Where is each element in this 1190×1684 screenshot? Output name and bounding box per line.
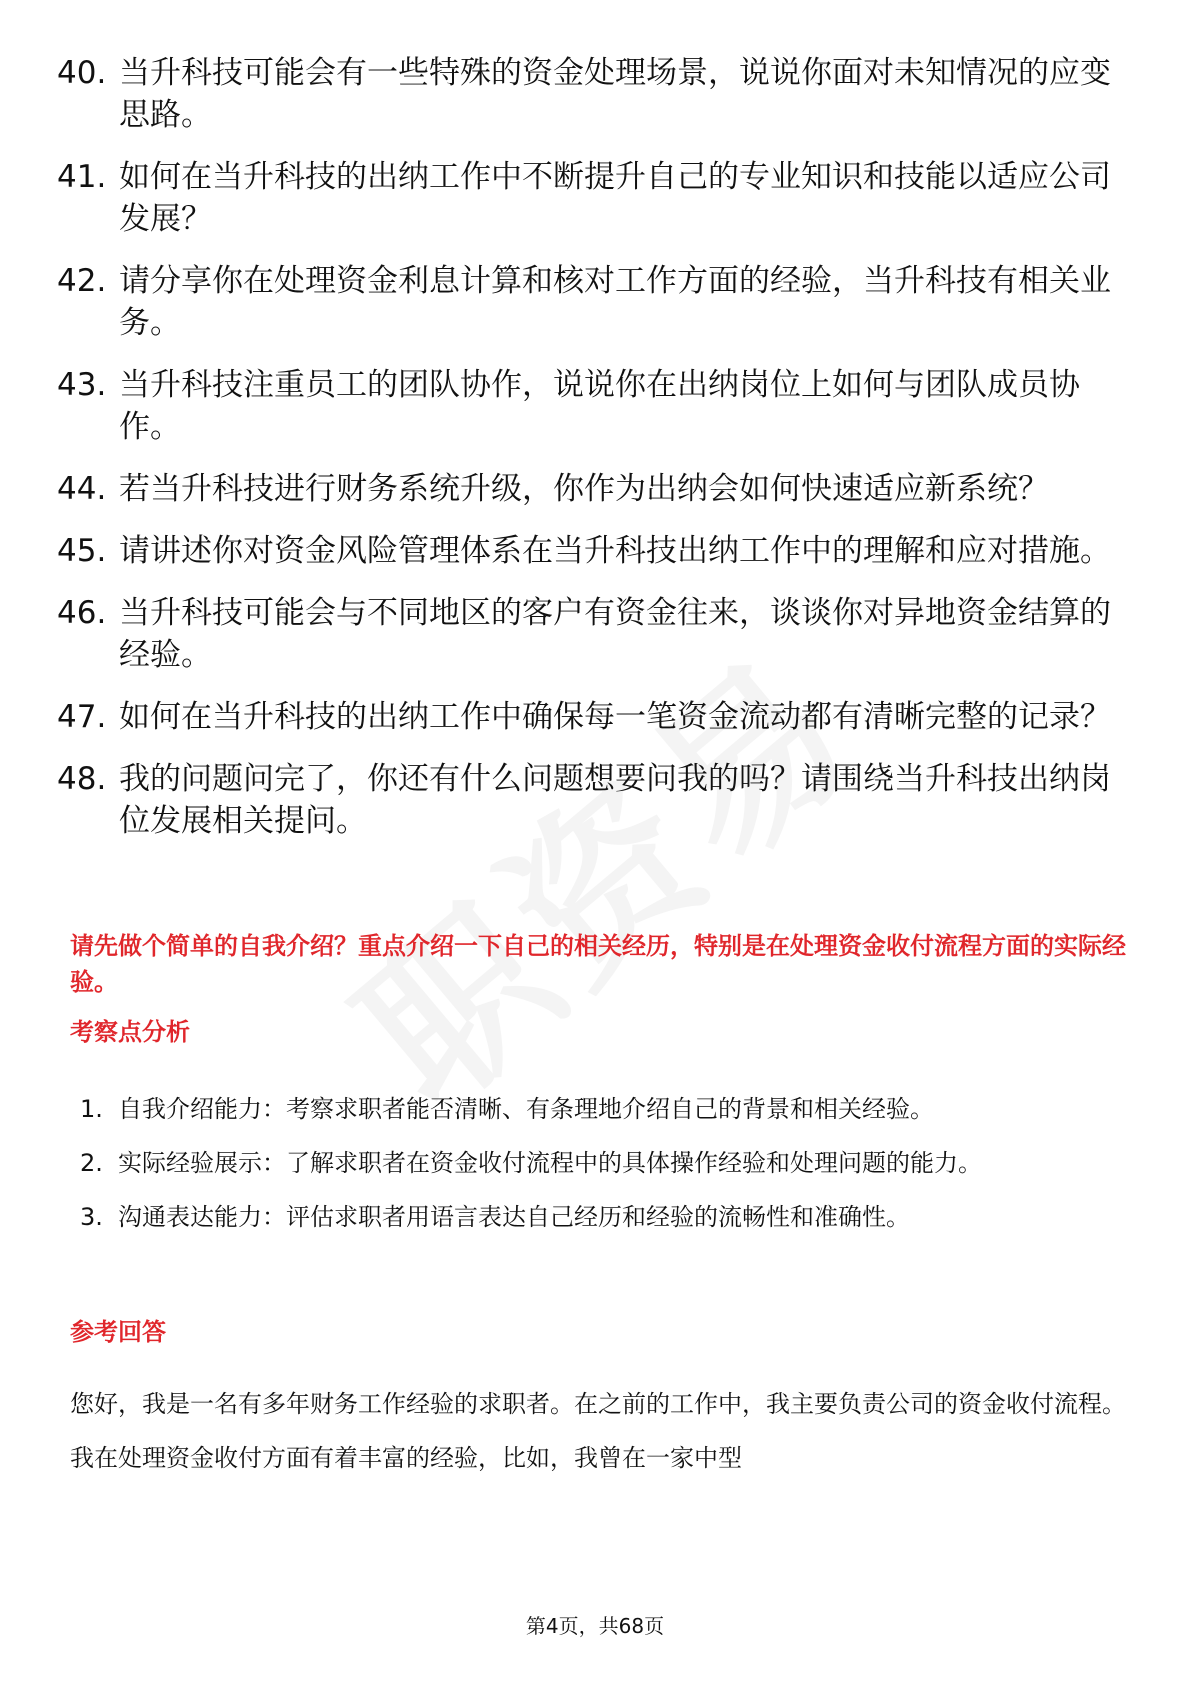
reference-answer: 您好，我是一名有多年财务工作经验的求职者。在之前的工作中，我主要负责公司的资金收付流程。我在处理资金收付方面有着丰富的经验，比如，我曾在一家中型: [70, 1390, 1126, 1472]
analysis-number: 3.: [80, 1203, 103, 1231]
analysis-text: 自我介绍能力：考察求职者能否清晰、有条理地介绍自己的背景和相关经验。: [118, 1095, 934, 1123]
question-text: 我的问题问完了，你还有什么问题想要问我的吗？请围绕当升科技出纳岗位发展相关提问。: [119, 761, 1111, 839]
question-list: [57, 52, 1137, 862]
question-number: 44.: [57, 471, 107, 507]
question-number: 43.: [57, 367, 107, 403]
list-item: [57, 696, 1137, 738]
list-item: [80, 1136, 1130, 1190]
list-item: [80, 1190, 1130, 1244]
list-item: [57, 260, 1137, 344]
question-number: 48.: [57, 761, 107, 797]
question-text: 当升科技可能会与不同地区的客户有资金往来，谈谈你对异地资金结算的经验。: [119, 595, 1111, 673]
highlight-question: 请先做个简单的自我介绍？重点介绍一下自己的相关经历，特别是在处理资金收付流程方面的实际经验。: [70, 932, 1126, 996]
list-item: [57, 758, 1137, 842]
analysis-text: 沟通表达能力：评估求职者用语言表达自己经历和经验的流畅性和准确性。: [118, 1203, 910, 1231]
question-text: 当升科技注重员工的团队协作，说说你在出纳岗位上如何与团队成员协作。: [119, 367, 1080, 445]
question-text: 如何在当升科技的出纳工作中确保每一笔资金流动都有清晰完整的记录？: [119, 699, 1111, 735]
question-text: 请分享你在处理资金利息计算和核对工作方面的经验，当升科技有相关业务。: [119, 263, 1111, 341]
list-item: [57, 156, 1137, 240]
question-number: 46.: [57, 595, 107, 631]
analysis-text: 实际经验展示：了解求职者在资金收付流程中的具体操作经验和处理问题的能力。: [118, 1149, 982, 1177]
list-item: [57, 364, 1137, 448]
question-number: 40.: [57, 55, 107, 91]
question-number: 47.: [57, 699, 107, 735]
analysis-number: 1.: [80, 1095, 103, 1123]
question-text: 当升科技可能会有一些特殊的资金处理场景，说说你面对未知情况的应变思路。: [119, 55, 1111, 133]
question-number: 45.: [57, 533, 107, 569]
list-item: [57, 468, 1137, 510]
question-text: 若当升科技进行财务系统升级，你作为出纳会如何快速适应新系统？: [119, 471, 1049, 507]
analysis-number: 2.: [80, 1149, 103, 1177]
page-footer: 第4页，共68页: [525, 1614, 665, 1638]
reference-title: 参考回答: [70, 1318, 166, 1346]
list-item: [57, 592, 1137, 676]
list-item: [57, 530, 1137, 572]
analysis-list: [80, 1082, 1130, 1244]
question-text: 如何在当升科技的出纳工作中不断提升自己的专业知识和技能以适应公司发展？: [119, 159, 1111, 237]
list-item: [80, 1082, 1130, 1136]
question-number: 41.: [57, 159, 107, 195]
question-text: 请讲述你对资金风险管理体系在当升科技出纳工作中的理解和应对措施。: [119, 533, 1111, 569]
analysis-title: 考察点分析: [70, 1018, 190, 1046]
question-number: 42.: [57, 263, 107, 299]
list-item: [57, 52, 1137, 136]
